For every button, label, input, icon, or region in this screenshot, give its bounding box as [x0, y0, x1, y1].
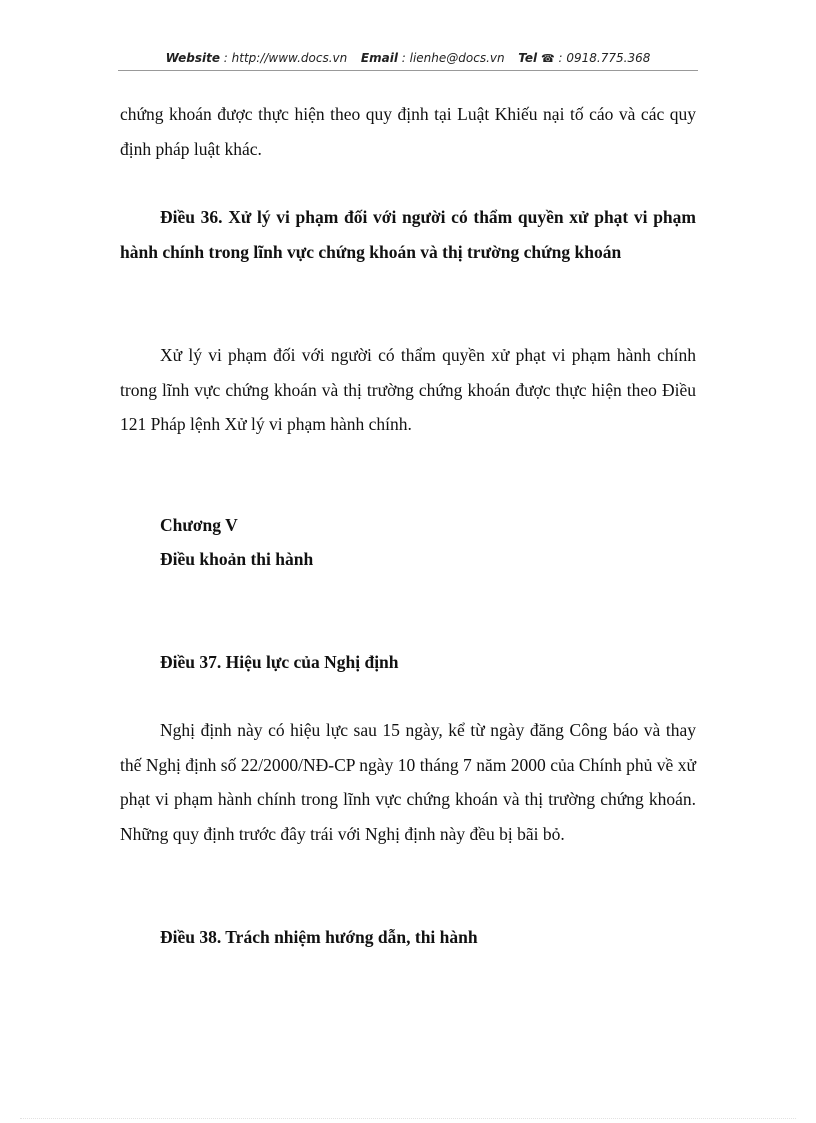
page-bottom-divider: [20, 1118, 796, 1119]
tel-value: : 0918.775.368: [558, 51, 651, 65]
chapter-number: Chương V: [160, 515, 238, 535]
article-37-body: Nghị định này có hiệu lực sau 15 ngày, kể từ ngày đăng Công báo và thay thế Nghị định số 22/2000/NĐ-CP ngày 10 tháng 7 năm 2000 của Chính phủ về xử phạt vi phạm hành chính trong lĩnh vực chứng khoán và thị trường chứng khoán. Những quy định trước đây trái với Nghị định này đều bị bãi bỏ.: [120, 720, 696, 844]
website-label: Website: [165, 51, 220, 65]
article-37-title: Điều 37. Hiệu lực của Nghị định: [160, 652, 399, 672]
telephone-icon: ☎: [540, 52, 555, 65]
article-36-body: Xử lý vi phạm đối với người có thẩm quyền xử phạt vi phạm hành chính trong lĩnh vực chứng khoán và thị trường chứng khoán được thực hiện theo Điều 121 Pháp lệnh Xử lý vi phạm hành chính.: [120, 345, 696, 434]
email-label: Email: [360, 51, 398, 65]
paragraph-continuation: chứng khoán được thực hiện theo quy định tại Luật Khiếu nại tố cáo và các quy định pháp luật khác.: [120, 104, 696, 159]
chapter-title: Điều khoản thi hành: [160, 549, 314, 569]
email-value[interactable]: : lienhe@docs.vn: [401, 51, 505, 65]
header-divider: [118, 70, 698, 71]
website-value[interactable]: : http://www.docs.vn: [223, 51, 348, 65]
article-38-title: Điều 38. Trách nhiệm hướng dẫn, thi hành: [160, 927, 478, 947]
article-36-title: Điều 36. Xử lý vi phạm đối với người có thẩm quyền xử phạt vi phạm hành chính trong lĩnh vực chứng khoán và thị trường chứng khoán: [120, 207, 696, 262]
page-header: [118, 51, 698, 65]
tel-label: Tel: [518, 51, 538, 65]
